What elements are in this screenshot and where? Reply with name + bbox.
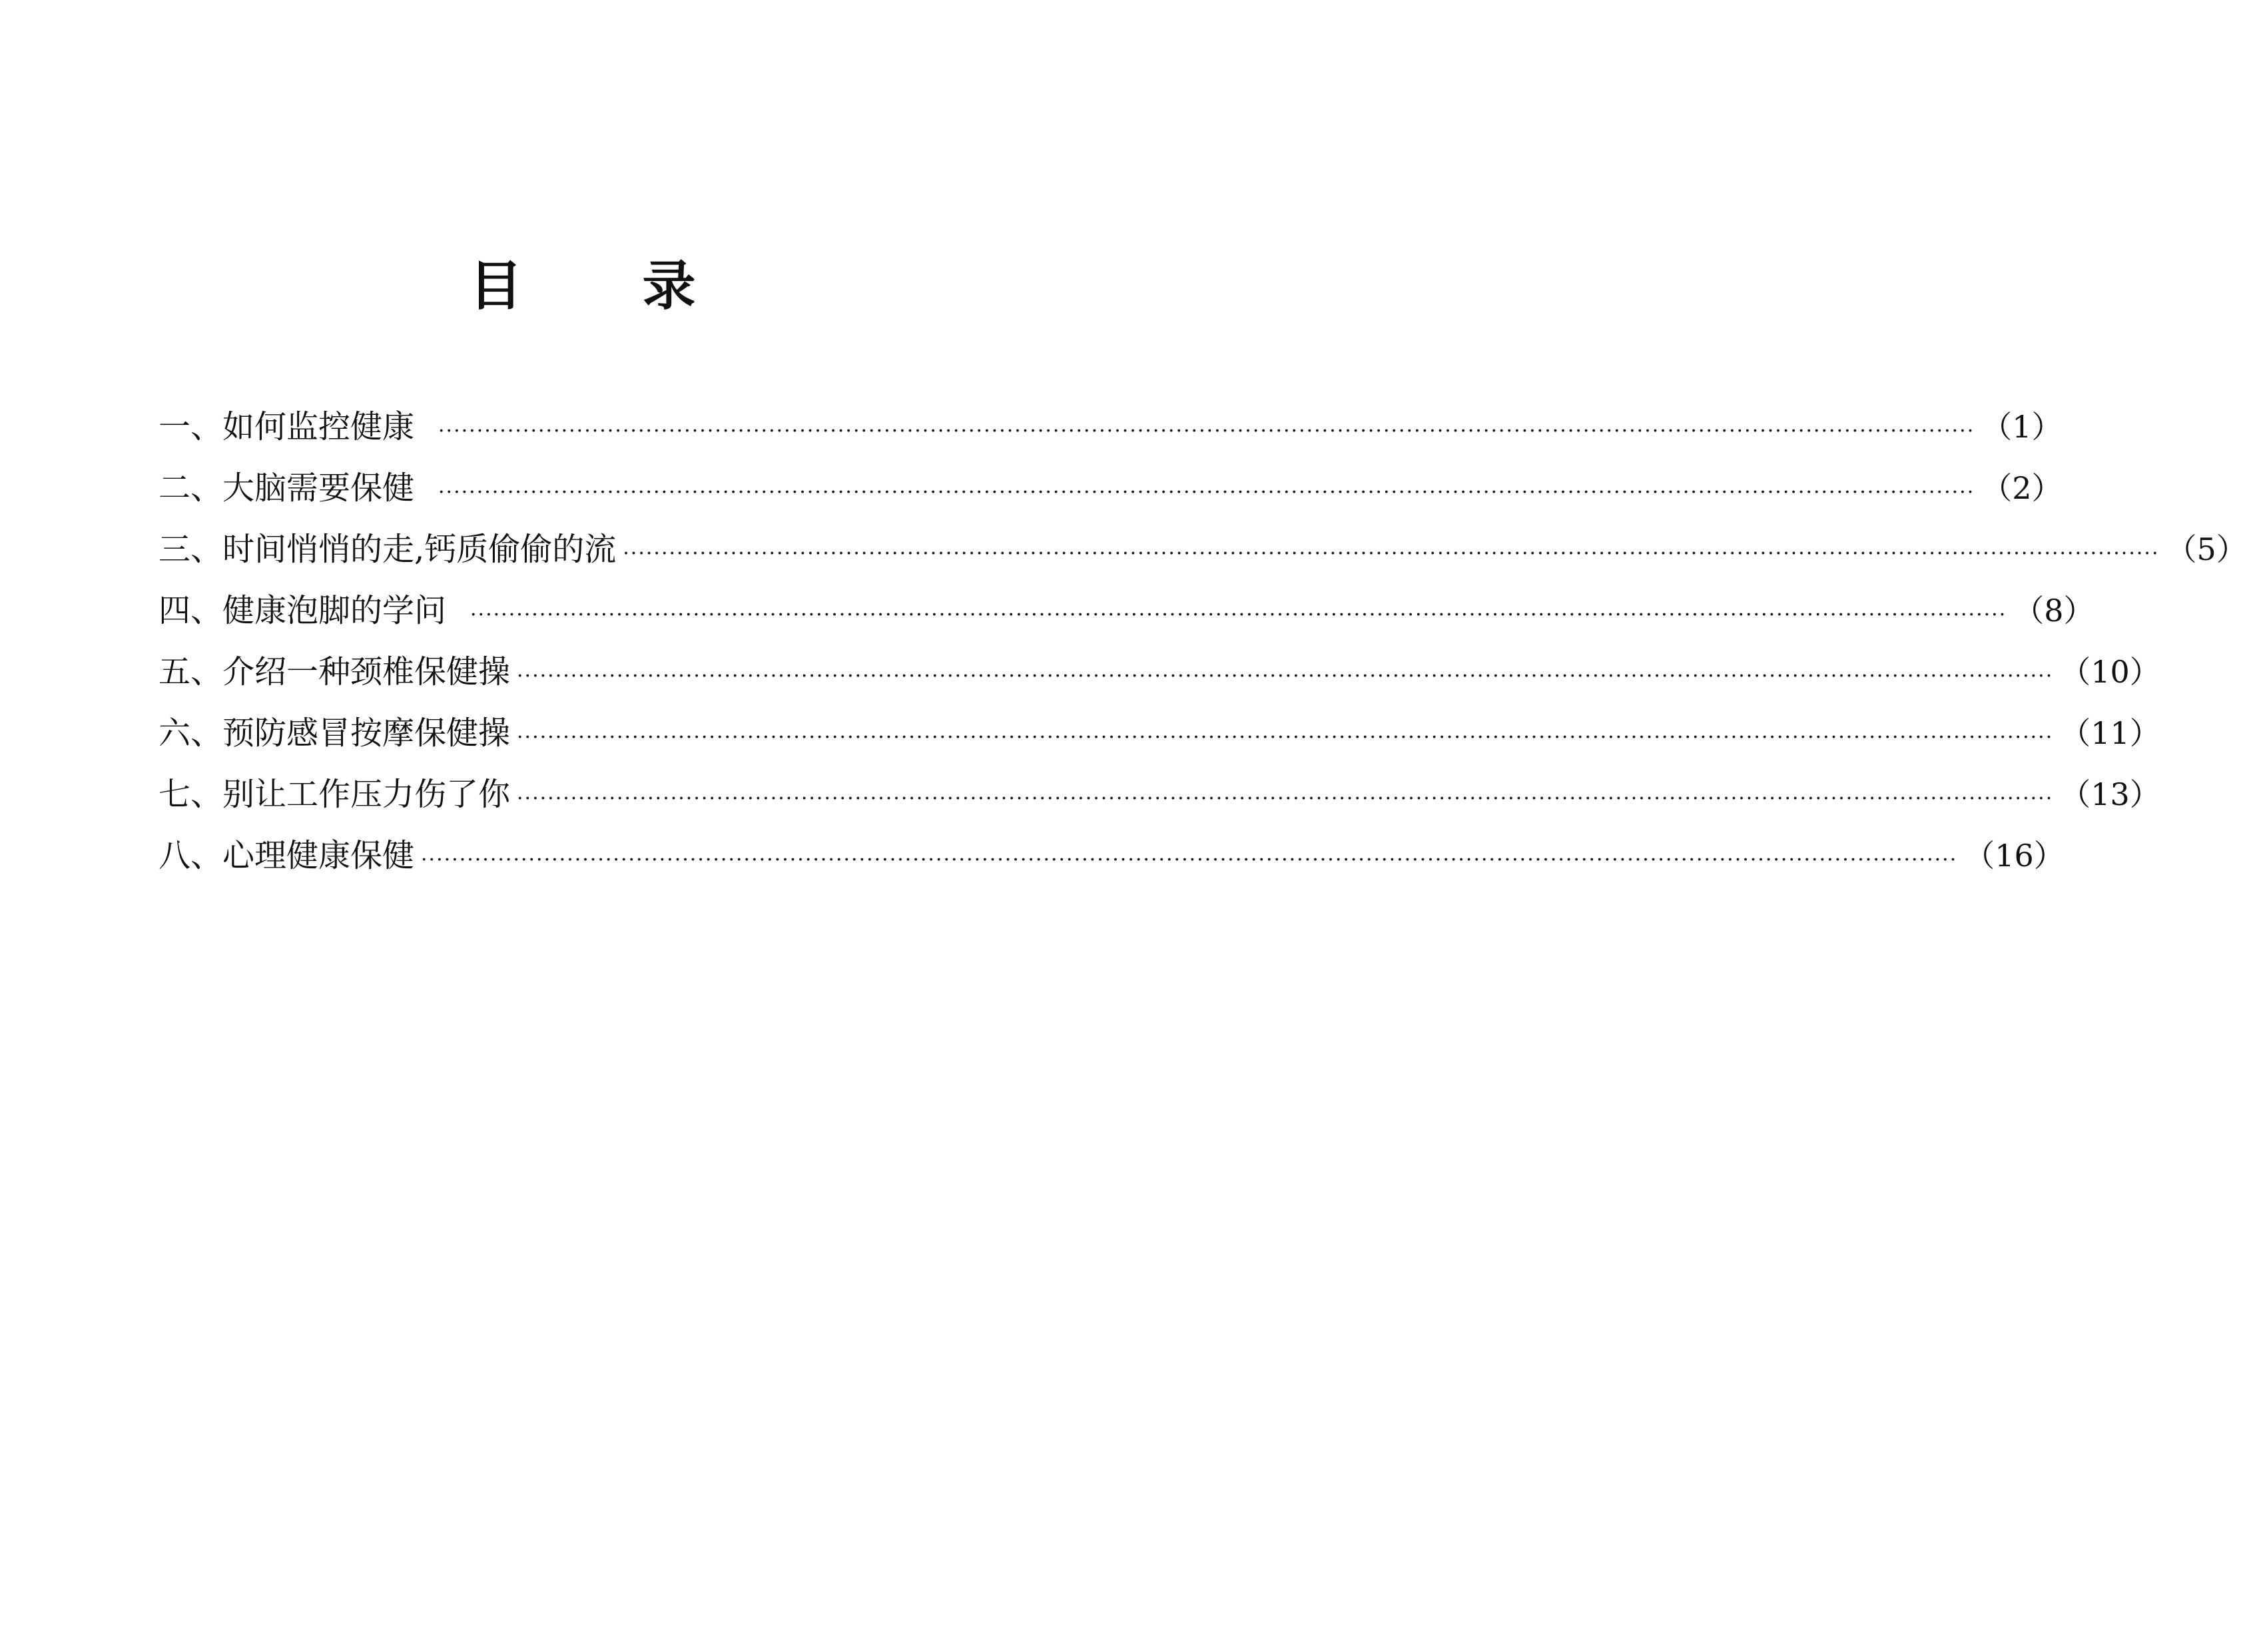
toc-leader-dots: ········································································································································································································ — [438, 481, 1975, 504]
toc-leader-dots: ········································································································································································································ — [517, 665, 2054, 688]
toc-leader-dots: ········································································································································································································ — [623, 542, 2160, 565]
toc-entry — [159, 702, 2160, 764]
toc-entry-label: 八、心理健康保健 — [159, 837, 415, 874]
toc-entry-page: （13） — [2060, 776, 2160, 812]
toc-entry-page: （11） — [2060, 715, 2160, 751]
toc-leader-dots: ········································································································································································································ — [421, 848, 1958, 872]
toc-leader-dots: ········································································································································································································ — [438, 419, 1975, 443]
toc-entry — [159, 457, 2063, 519]
toc-entry-page: （8） — [2013, 593, 2094, 629]
toc-entry — [159, 641, 2160, 702]
toc-entry-label: 三、时间悄悄的走,钙质偷偷的流 — [159, 531, 617, 568]
table-of-contents — [159, 396, 2247, 886]
toc-entry-page: （1） — [1981, 409, 2063, 445]
toc-entry-label: 二、大脑需要保健 — [159, 469, 415, 507]
toc-entry-label: 一、如何监控健康 — [159, 408, 415, 445]
page-title: 目录 — [469, 255, 816, 317]
toc-entry-label: 四、健康泡脚的学问 — [159, 592, 447, 629]
toc-entry — [159, 825, 2065, 886]
toc-leader-dots: ········································································································································································································ — [517, 726, 2054, 749]
toc-entry-page: （5） — [2166, 531, 2247, 567]
toc-entry — [159, 396, 2063, 457]
toc-leader-dots: ········································································································································································································ — [517, 787, 2054, 810]
toc-entry-page: （2） — [1981, 470, 2063, 506]
toc-entry — [159, 580, 2094, 641]
toc-entry-label: 五、介绍一种颈椎保健操 — [159, 653, 511, 690]
toc-entry-page: （16） — [1964, 838, 2065, 874]
toc-entry-page: （10） — [2060, 654, 2160, 690]
toc-entry — [159, 519, 2247, 580]
toc-leader-dots: ········································································································································································································ — [470, 603, 2007, 627]
toc-entry-label: 六、预防感冒按摩保健操 — [159, 714, 511, 752]
toc-entry — [159, 764, 2160, 825]
toc-entry-label: 七、别让工作压力伤了你 — [159, 776, 511, 813]
